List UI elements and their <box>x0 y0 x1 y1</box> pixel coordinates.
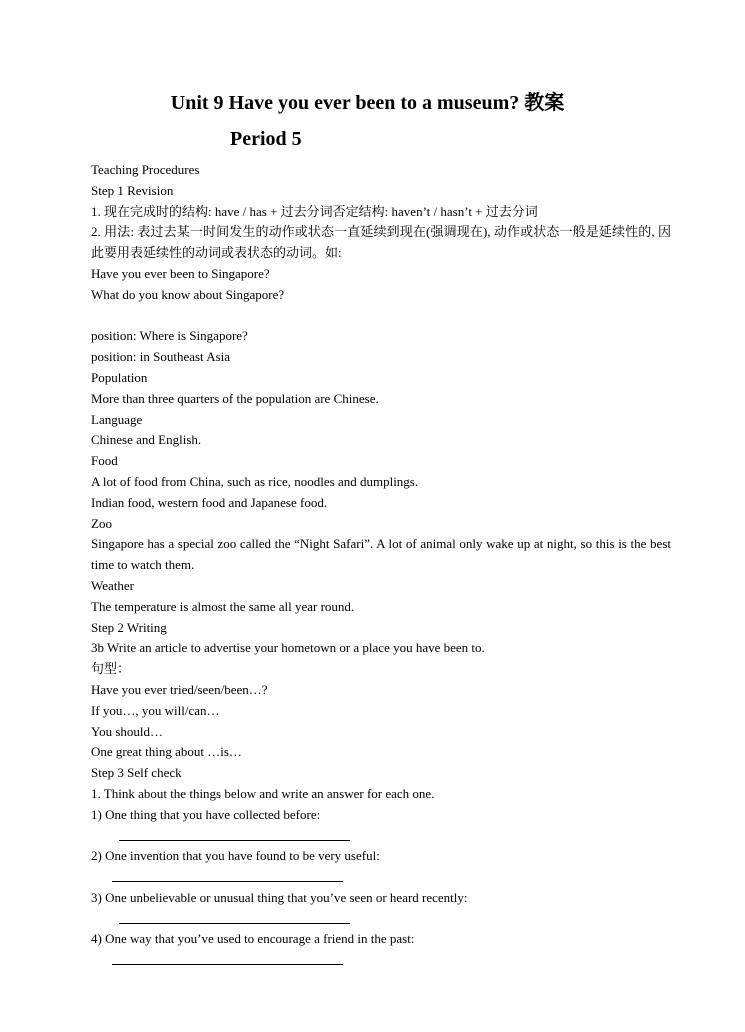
zoo-paragraph: Singapore has a special zoo called the “Night Safari”. A lot of animal only wake up at night, so this is the best time to watch them. <box>91 536 671 573</box>
text-line: Chinese and English. <box>91 432 202 448</box>
topic-label: Population <box>91 369 148 385</box>
document-body <box>91 160 671 971</box>
question-prompt: 4) One way that you’ve used to encourage a friend in the past: <box>91 931 415 947</box>
page-title: Unit 9 Have you ever been to a museum? 教案 <box>170 92 565 114</box>
grammar-usage-paragraph: 2. 用法: 表过去某一时间发生的动作或状态一直延续到现在(强调现在), 动作或状态一般是延续性的, 因此要用表延续性的动词或表状态的动词。如: <box>91 224 671 261</box>
question-prompt: 3) One unbelievable or unusual thing that you’ve seen or heard recently: <box>91 889 468 905</box>
spacer <box>91 306 671 327</box>
text-line: More than three quarters of the population are Chinese. <box>91 390 379 406</box>
sentence-pattern: You should… <box>91 723 164 739</box>
sentence-pattern: Have you ever tried/seen/been…? <box>91 681 268 697</box>
sentence-pattern: If you…, you will/can… <box>91 702 220 718</box>
text-line: Indian food, western food and Japanese food. <box>91 494 328 510</box>
step-heading: Step 3 Self check <box>91 765 182 781</box>
topic-label: Food <box>91 453 118 469</box>
answer-line-row <box>91 826 671 847</box>
example-question: Have you ever been to Singapore? <box>91 265 270 281</box>
question-prompt: 1) One thing that you have collected before: <box>91 806 321 822</box>
topic-label: Weather <box>91 577 134 593</box>
answer-blank-line[interactable] <box>112 881 343 882</box>
answer-line-row <box>91 909 671 930</box>
text-line: 3b Write an article to advertise your hometown or a place you have been to. <box>91 640 485 656</box>
grammar-structure-line: 1. 现在完成时的结构: have / has + 过去分词否定结构: haven’t / hasn’t + 过去分词 <box>91 203 538 219</box>
text-line: position: in Southeast Asia <box>91 349 231 365</box>
period-heading: Period 5 <box>230 128 302 150</box>
text-line: The temperature is almost the same all year round. <box>91 598 355 614</box>
step-heading: Step 1 Revision <box>91 182 174 198</box>
answer-blank-line[interactable] <box>119 923 350 924</box>
question-prompt: 2) One invention that you have found to be very useful: <box>91 848 380 864</box>
sentence-pattern: One great thing about …is… <box>91 744 242 760</box>
topic-label: 句型： <box>91 661 131 677</box>
section-heading: Teaching Procedures <box>91 162 200 177</box>
answer-line-row <box>91 950 671 971</box>
answer-blank-line[interactable] <box>112 964 343 965</box>
text-line: A lot of food from China, such as rice, noodles and dumplings. <box>91 473 419 489</box>
text-line: position: Where is Singapore? <box>91 328 248 344</box>
topic-label: Language <box>91 411 143 427</box>
step-heading: Step 2 Writing <box>91 619 167 635</box>
instruction-line: 1. Think about the things below and write an answer for each one. <box>91 785 435 801</box>
answer-line-row <box>91 867 671 888</box>
example-question: What do you know about Singapore? <box>91 286 285 302</box>
answer-blank-line[interactable] <box>119 840 350 841</box>
topic-label: Zoo <box>91 515 112 531</box>
